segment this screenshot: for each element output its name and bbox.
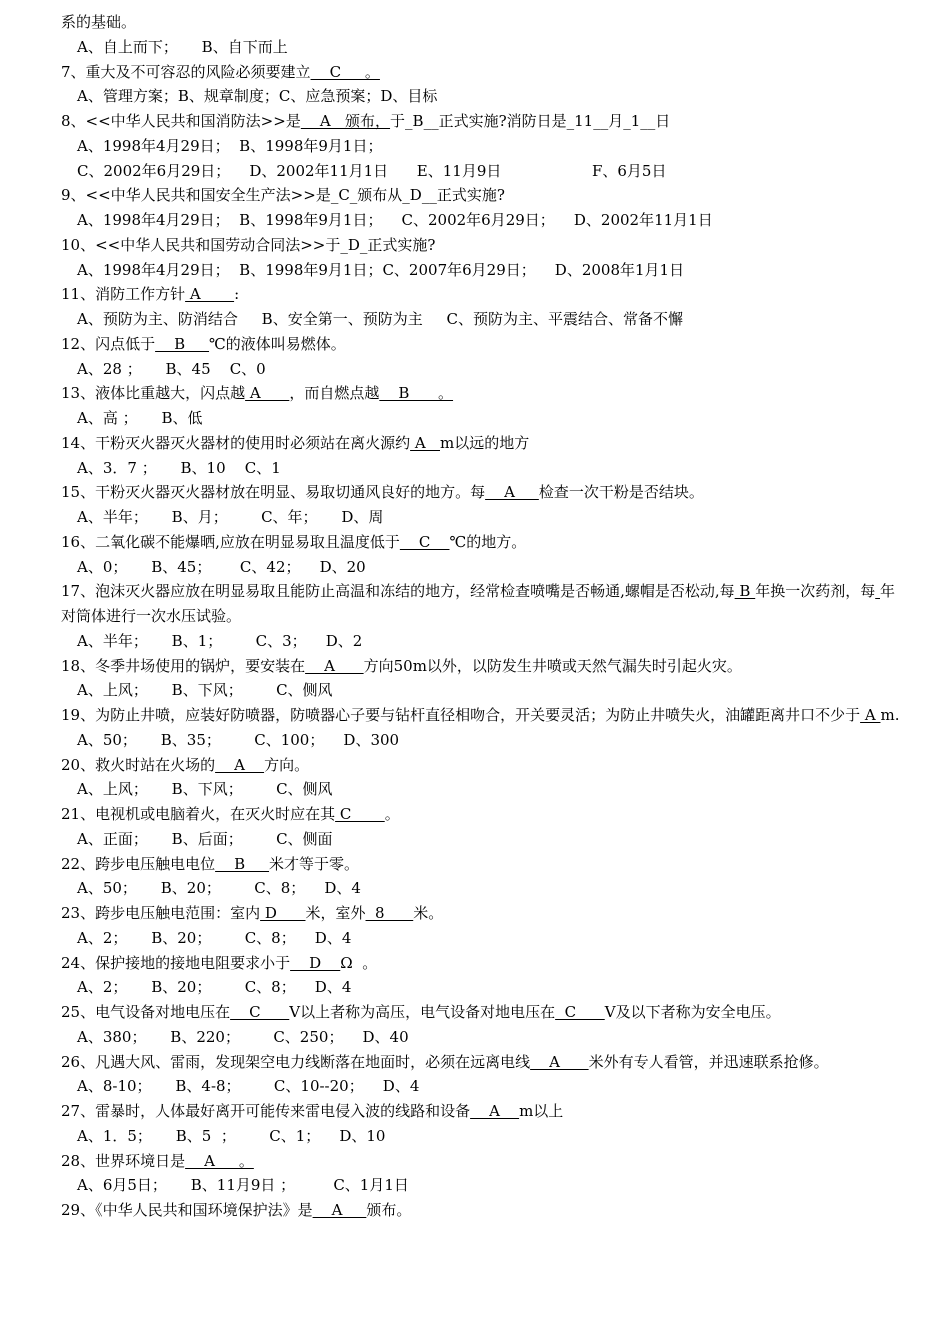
answer-blank: C bbox=[230, 1003, 290, 1021]
answer-options-line bbox=[61, 555, 921, 580]
text-segment: A、2； B、20； C、8； D、4 bbox=[77, 928, 352, 947]
text-segment: 11、消防工作方针 bbox=[61, 285, 186, 304]
text-segment: 13、液体比重越大，闪点越 bbox=[61, 384, 246, 403]
question-line bbox=[61, 109, 921, 134]
answer-options-line bbox=[61, 827, 921, 852]
answer-options-line bbox=[61, 975, 921, 1000]
answer-blank: C bbox=[555, 1003, 605, 1021]
question-line bbox=[61, 282, 921, 307]
answer-blank: A bbox=[312, 1201, 367, 1219]
text-segment: 米外有专人看管，并迅速联系抢修。 bbox=[588, 1052, 829, 1071]
answer-options-line bbox=[61, 35, 921, 60]
question-line bbox=[61, 530, 921, 555]
answer-blank: A bbox=[185, 285, 235, 304]
answer-options-line bbox=[61, 505, 921, 530]
document-page bbox=[61, 10, 921, 1223]
text-segment: 29、《中华人民共和国环境保护法》是 bbox=[61, 1201, 313, 1219]
text-segment: ℃的地方。 bbox=[449, 532, 527, 551]
text-segment: 25、电气设备对地电压在 bbox=[61, 1003, 231, 1021]
text-segment: A、3．7 ； B、10 C、1 bbox=[77, 458, 281, 477]
text-segment: : bbox=[234, 285, 240, 304]
answer-blank: A bbox=[470, 1102, 520, 1120]
text-segment: A、28 ； B、45 C、0 bbox=[77, 359, 266, 378]
question-line bbox=[61, 431, 921, 456]
text-segment: A、正面； B、后面； C、侧面 bbox=[77, 829, 333, 848]
answer-options-line bbox=[61, 307, 921, 332]
question-line bbox=[61, 1149, 921, 1174]
text-segment: A、2； B、20； C、8； D、4 bbox=[77, 978, 352, 997]
text-segment: A、预防为主、防消结合 B、安全第一、预防为主 C、预防为主、平震结合、常备不懈 bbox=[77, 310, 684, 328]
text-segment: 年换一次药剂，每 bbox=[755, 582, 876, 601]
text-segment: A、8-10； B、4-8； C、10--20； D、4 bbox=[77, 1077, 420, 1096]
text-segment: ℃的液体叫易燃体。 bbox=[209, 334, 346, 353]
question-line bbox=[61, 1050, 921, 1075]
answer-blank: D bbox=[260, 904, 306, 922]
answer-blank: A bbox=[305, 656, 364, 675]
answer-blank: A bbox=[215, 755, 265, 774]
text-segment: A、管理方案；B、规章制度；C、应急预案；D、目标 bbox=[77, 87, 438, 106]
answer-options-line bbox=[61, 876, 921, 901]
answer-options-line bbox=[61, 1074, 921, 1099]
text-segment: 米，室外 bbox=[305, 904, 366, 922]
text-segment: 18、冬季井场使用的锅炉，要安装在 bbox=[61, 656, 306, 675]
question-line bbox=[61, 1099, 921, 1124]
question-line bbox=[61, 1000, 921, 1025]
text-segment: 方向50m以外，以防发生井喷或天然气漏失时引起火灾。 bbox=[363, 656, 742, 675]
text-segment: A、半年； B、1； C、3； D、2 bbox=[77, 631, 363, 650]
question-line bbox=[61, 802, 921, 827]
answer-blank: A bbox=[485, 483, 539, 502]
answer-blank: A 颁布， bbox=[300, 112, 391, 130]
text-segment: A、6月5日； B、11月9日 ； C、1月1日 bbox=[77, 1176, 409, 1195]
text-segment: 21、电视机或电脑着火，在灭火时应在其 bbox=[61, 805, 336, 823]
text-segment: 24、保护接地的接地电阻要求小于 bbox=[61, 953, 291, 972]
answer-blank: B bbox=[155, 334, 210, 353]
text-segment: m. bbox=[880, 706, 900, 724]
question-line bbox=[61, 381, 921, 406]
text-segment: m以远的地方 bbox=[440, 433, 530, 452]
text-segment: ，而自燃点越 bbox=[289, 384, 380, 403]
answer-blank: A 。 bbox=[185, 1151, 254, 1170]
text-segment: 9、<<中华人民共和国安全生产法>>是_C_颁布从_D__正式实施? bbox=[61, 186, 505, 205]
text-segment: 22、跨步电压触电电位 bbox=[61, 854, 216, 873]
question-line bbox=[61, 901, 921, 926]
text-segment: 20、救火时站在火场的 bbox=[61, 755, 216, 774]
answer-blank: D bbox=[290, 953, 341, 972]
text-segment: A、上风； B、下风； C、侧风 bbox=[77, 780, 333, 799]
text-segment: V以上者称为高压，电气设备对地电压在 bbox=[289, 1003, 556, 1021]
text-segment: 8、<<中华人民共和国消防法>>是 bbox=[61, 112, 301, 130]
text-segment: A、1998年4月29日； B、1998年9月1日； C、2002年6月29日； D、2002年11月1日 bbox=[77, 211, 713, 229]
text-segment: 28、世界环境日是 bbox=[61, 1151, 186, 1170]
text-segment: 16、二氧化碳不能爆晒,应放在明显易取且温度低于 bbox=[61, 532, 400, 551]
text-segment: 米才等于零。 bbox=[269, 854, 360, 873]
question-line bbox=[61, 332, 921, 357]
text-segment: 19、为防止井喷，应装好防喷器，防喷器心子要与钻杆直径相吻合，开关要灵活；为防止井喷失火，油罐距离井口不少于 bbox=[61, 706, 861, 724]
text-segment: A、50； B、20； C、8； D、4 bbox=[77, 879, 361, 898]
text-segment: V及以下者称为安全电压。 bbox=[604, 1003, 781, 1021]
text-segment: A、50； B、35； C、100； D、300 bbox=[77, 730, 400, 749]
text-segment: 。 bbox=[384, 805, 400, 823]
answer-options-line bbox=[61, 456, 921, 481]
answer-options-line bbox=[61, 159, 921, 184]
text-segment: A、380； B、220； C、250； D、40 bbox=[77, 1027, 409, 1046]
answer-options-line bbox=[61, 357, 921, 382]
text-segment: 27、雷暴时，人体最好离开可能传来雷电侵入波的线路和设备 bbox=[61, 1102, 471, 1120]
text-segment: 方向。 bbox=[264, 755, 310, 774]
answer-options-line bbox=[61, 728, 921, 753]
text-segment: A、0； B、45； C、42； D、20 bbox=[77, 557, 366, 576]
question-line bbox=[61, 852, 921, 877]
question-line bbox=[61, 233, 921, 258]
text-segment: 10、<<中华人民共和国劳动合同法>>于_D_正式实施? bbox=[61, 235, 436, 254]
answer-blank: B bbox=[734, 582, 756, 601]
text-segment: A、1998年4月29日； B、1998年9月1日；C、2007年6月29日； D、2008年1月1日 bbox=[77, 260, 685, 279]
answer-blank: A bbox=[410, 433, 440, 452]
text-segment: A、高 ； B、低 bbox=[77, 409, 203, 427]
question-line bbox=[61, 183, 921, 208]
answer-blank: C bbox=[335, 805, 385, 823]
text-segment: A、1．5； B、5 ； C、1； D、10 bbox=[77, 1126, 386, 1145]
text-segment: m以上 bbox=[519, 1102, 564, 1120]
answer-options-line bbox=[61, 84, 921, 109]
answer-blank: B bbox=[215, 854, 270, 873]
text-segment: 米。 bbox=[413, 904, 444, 922]
text-segment: 15、干粉灭火器灭火器材放在明显、易取切通风良好的地方。每 bbox=[61, 483, 486, 502]
text-segment: 于_B__正式实施?消防日是_11__月_1__日 bbox=[390, 112, 671, 130]
answer-options-line bbox=[61, 1124, 921, 1149]
question-line bbox=[61, 1198, 921, 1223]
answer-options-line bbox=[61, 629, 921, 654]
answer-options-line bbox=[61, 1025, 921, 1050]
answer-options-line bbox=[61, 406, 921, 431]
text-segment: 7、重大及不可容忍的风险必须要建立 bbox=[61, 62, 311, 81]
text-segment: 系的基础。 bbox=[61, 13, 137, 31]
answer-options-line bbox=[61, 208, 921, 233]
text-segment: A、上风； B、下风； C、侧风 bbox=[77, 681, 333, 700]
answer-blank: C bbox=[399, 532, 450, 551]
answer-blank: A bbox=[530, 1052, 589, 1071]
text-segment: 检查一次干粉是否结块。 bbox=[538, 483, 704, 502]
text-segment: 23、跨步电压触电范围：室内 bbox=[61, 904, 261, 922]
question-line bbox=[61, 753, 921, 778]
question-line bbox=[61, 654, 921, 679]
answer-options-line bbox=[61, 1173, 921, 1198]
answer-options-line bbox=[61, 678, 921, 703]
text-segment: 26、凡遇大风、雷雨，发现架空电力线断落在地面时，必须在远离电线 bbox=[61, 1052, 531, 1071]
answer-options-line bbox=[61, 926, 921, 951]
question-line bbox=[61, 579, 906, 629]
text-segment: A、半年； B、月； C、年； D、周 bbox=[77, 508, 384, 526]
answer-blank: A bbox=[245, 384, 290, 403]
text-segment: 17、泡沫灭火器应放在明显易取且能防止高温和冻结的地方，经常检查喷嘴是否畅通,螺帽是否松动,每 bbox=[61, 582, 735, 601]
answer-blank: C 。 bbox=[310, 62, 380, 81]
answer-options-line bbox=[61, 258, 921, 283]
text-segment: C、2002年6月29日； D、2002年11月1日 E、11月9日 F、6月5日 bbox=[77, 161, 667, 180]
answer-options-line bbox=[61, 134, 921, 159]
text-segment: 12、闪点低于 bbox=[61, 334, 156, 353]
answer-blank: A bbox=[860, 706, 881, 724]
text-segment: A、自上而下； B、自下而上 bbox=[77, 37, 288, 56]
question-line bbox=[61, 60, 921, 85]
text-segment: 14、干粉灭火器灭火器材的使用时必须站在离火源约 bbox=[61, 433, 411, 452]
text-segment: Ω 。 bbox=[340, 953, 378, 972]
question-line bbox=[61, 951, 921, 976]
text-segment: A、1998年4月29日； B、1998年9月1日； bbox=[77, 136, 383, 155]
answer-options-line bbox=[61, 10, 921, 35]
question-line bbox=[61, 703, 906, 728]
answer-blank: B 。 bbox=[379, 384, 454, 403]
text-segment: 年对筒体进行一次水压试验。 bbox=[61, 582, 896, 625]
text-segment: 颁布。 bbox=[366, 1201, 412, 1219]
answer-options-line bbox=[61, 777, 921, 802]
question-line bbox=[61, 480, 921, 505]
answer-blank: 8 bbox=[365, 904, 414, 922]
